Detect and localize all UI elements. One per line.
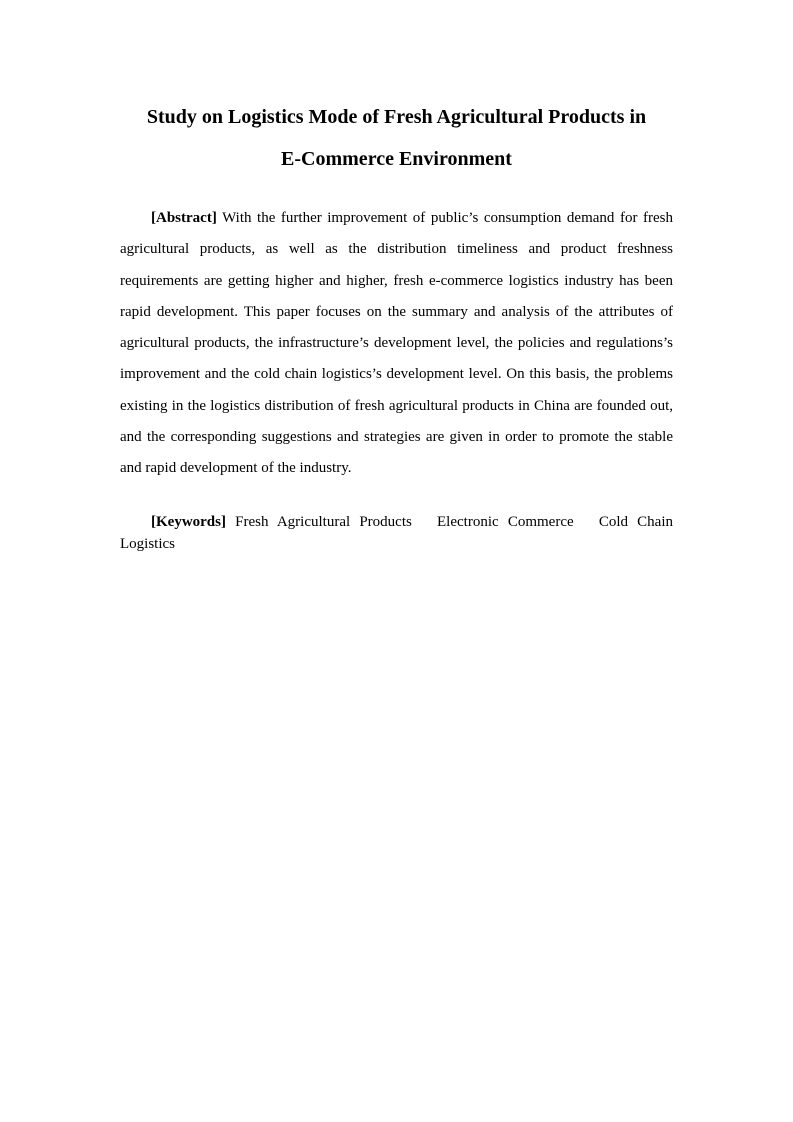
abstract-label: [Abstract] <box>151 210 217 226</box>
abstract-text: With the further improvement of public’s consumption demand for fresh agricultural products, as well as the distribution timeliness and product freshness requirements are getting higher and higher, fresh e-commerce logistics industry has been rapid development. This paper focuses on the summary and analysis of the attributes of agricultural products, the infrastructure’s development level, the policies and regulations’s improvement and the cold chain logistics’s development level. On this basis, the problems existing in the logistics distribution of fresh agricultural products in China are founded out, and the corresponding suggestions and strategies are given in order to promote the stable and rapid development of the industry. <box>120 210 673 477</box>
keyword-item: Fresh Agricultural Products <box>235 514 412 530</box>
paper-title-line-1: Study on Logistics Mode of Fresh Agricultural Products in <box>146 106 647 128</box>
keyword-item: Cold Chain Logistics <box>120 514 673 552</box>
keywords-paragraph <box>120 511 673 555</box>
keyword-item: Electronic Commerce <box>437 514 574 530</box>
abstract-paragraph <box>120 203 673 485</box>
paper-title-line-2: E-Commerce Environment <box>281 148 512 170</box>
keywords-label: [Keywords] <box>151 514 226 530</box>
